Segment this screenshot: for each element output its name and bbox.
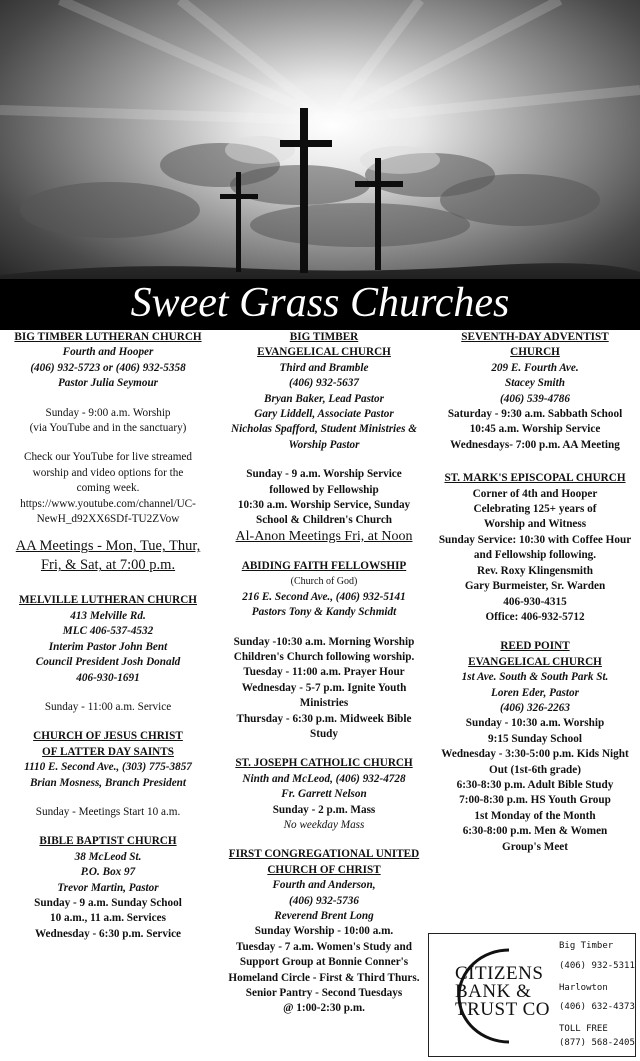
service-time: 10:45 a.m. Worship Service	[469, 423, 601, 436]
service-time: School & Children's Church	[255, 514, 393, 527]
evangelical-listing	[218, 330, 430, 529]
church-pastor: Pastor Julia Seymour	[57, 377, 159, 390]
city-label: Harlowton	[559, 983, 608, 994]
service-time: Homeland Circle - First & Third Thurs.	[228, 971, 420, 984]
church-phone: (406) 932-5736	[289, 894, 359, 907]
service-note: No weekday Mass	[283, 818, 365, 831]
church-name: OF LATTER DAY SAINTS	[42, 745, 174, 758]
church-address: 413 Melville Rd.	[70, 609, 146, 622]
bank-name-line: BANK &	[455, 981, 532, 1002]
church-phone: (406) 326-2263	[500, 701, 570, 714]
service-time: Ministries	[299, 697, 349, 710]
church-warden: Gary Burmeister, Sr. Warden	[464, 580, 606, 593]
church-info: Worship and Witness	[483, 518, 587, 531]
church-pastor: Bryan Baker, Lead Pastor	[264, 392, 384, 405]
church-name: FIRST CONGREGATIONAL UNITED	[228, 848, 420, 861]
service-time: Sunday - 10:30 a.m. Worship	[465, 717, 605, 730]
service-time: Wednesday - 5-7 p.m. Ignite Youth	[241, 681, 407, 694]
church-name: REED POINT	[500, 640, 570, 653]
bank-contacts	[559, 940, 635, 1049]
church-address: Ninth and McLeod, (406) 932-4728	[242, 772, 406, 785]
service-time: Saturday - 9:30 a.m. Sabbath School	[447, 408, 623, 421]
church-name: BIBLE BAPTIST CHURCH	[39, 835, 177, 848]
church-name: SEVENTH-DAY ADVENTIST	[461, 331, 609, 343]
service-time: Study	[310, 727, 338, 740]
melville-listing	[2, 593, 214, 715]
service-time: Children's Church following worship.	[233, 650, 415, 663]
phone-number: (406) 632-4373	[559, 1001, 635, 1012]
service-time: Sunday - 9 a.m. Worship Service	[246, 468, 402, 481]
service-time: Tuesday - 11:00 a.m. Prayer Hour	[243, 666, 405, 679]
church-name: EVANGELICAL CHURCH	[257, 346, 391, 359]
bank-name-line: TRUST CO	[455, 999, 550, 1020]
church-phone: (406) 539-4786	[500, 392, 570, 405]
church-info: Celebrating 125+ years of	[473, 503, 597, 516]
church-name: EVANGELICAL CHURCH	[468, 655, 602, 668]
church-subtitle: (Church of God)	[290, 576, 358, 588]
youtube-note: coming week.	[76, 482, 140, 495]
branch-president: Brian Mosness, Branch President	[29, 776, 187, 789]
service-time: Sunday - 9:00 a.m. Worship	[45, 406, 171, 419]
church-contact: Stacey Smith	[505, 377, 565, 390]
service-time: 9:15 Sunday School	[488, 732, 582, 745]
church-pastor: Fr. Garrett Nelson	[281, 788, 367, 801]
church-pastor: Trevor Martin, Pastor	[57, 881, 159, 894]
tollfree-label: TOLL FREE	[559, 1023, 608, 1034]
service-time: Wednesday - 3:30-5:00 p.m. Kids Night	[441, 748, 629, 761]
church-info: Corner of 4th and Hooper	[472, 487, 598, 500]
church-pastor: Reverend Brent Long	[274, 910, 374, 922]
crosses-illustration	[0, 0, 640, 330]
banner	[0, 0, 640, 330]
youtube-url[interactable]: NewH_d92XX6SDf-TU2ZVow	[36, 513, 180, 526]
church-address: 216 E. Second Ave., (406) 932-5141	[242, 590, 406, 603]
aa-line: AA Meetings - Mon, Tue, Thur,	[15, 538, 201, 555]
church-phone: (406) 932-5637	[289, 377, 359, 390]
service-time: Sunday - 9 a.m. Sunday School	[34, 896, 182, 909]
bank-name-line: CITIZENS	[455, 963, 544, 984]
council-president: Council President Josh Donald	[35, 656, 181, 669]
youtube-note: Check our YouTube for live streamed	[23, 451, 192, 464]
church-address: Fourth and Hooper	[62, 346, 154, 359]
service-time: Group's Meet	[502, 840, 568, 853]
aa-line: Fri, & Sat, at 7:00 p.m.	[40, 557, 176, 574]
church-name: BIG TIMBER	[289, 331, 359, 343]
church-name: CHURCH OF JESUS CHRIST	[33, 730, 183, 743]
church-name: ST. JOSEPH CATHOLIC CHURCH	[235, 757, 413, 770]
church-phone: MLC 406-537-4532	[62, 625, 154, 638]
church-name: ST. MARK'S EPISCOPAL CHURCH	[444, 472, 626, 485]
church-name: BIG TIMBER LUTHERAN CHURCH	[14, 331, 202, 343]
po-box: P.O. Box 97	[80, 866, 136, 879]
church-pastor: Gary Liddell, Associate Pastor	[254, 408, 394, 421]
youtube-url[interactable]: https://www.youtube.com/channel/UC-	[20, 497, 196, 510]
congregational-listing	[218, 847, 430, 1016]
church-name: MELVILLE LUTHERAN CHURCH	[19, 594, 197, 607]
phone-number: (406) 932-5311	[559, 961, 635, 972]
church-address: 1st Ave. South & South Park St.	[461, 671, 609, 684]
service-time: Sunday - 11:00 a.m. Service	[44, 700, 172, 713]
service-time: 6:30-8:00 p.m. Men & Women	[462, 825, 608, 838]
service-time: Sunday -10:30 a.m. Morning Worship	[233, 635, 415, 648]
church-name: CHURCH	[510, 346, 560, 359]
service-time: 10 a.m., 11 a.m. Services	[50, 912, 166, 925]
city-label: Big Timber	[559, 941, 614, 951]
church-pastor: Pastors Tony & Kandy Schmidt	[251, 606, 397, 619]
st-joseph-listing	[218, 756, 430, 833]
church-name: CHURCH OF CHRIST	[267, 863, 381, 876]
column-right	[432, 330, 638, 855]
column-left	[2, 330, 214, 942]
service-time: 10:30 a.m. Worship Service, Sunday	[237, 499, 411, 512]
column-middle	[218, 330, 430, 1017]
church-phone: 406-930-4315	[503, 595, 567, 608]
church-phone: (406) 932-5723 or (406) 932-5358	[30, 361, 186, 374]
church-pastor: Nicholas Spafford, Student Ministries &	[231, 423, 417, 436]
citizens-bank-ad	[428, 933, 636, 1057]
church-pastor: Rev. Roxy Klingensmith	[477, 564, 593, 577]
abiding-faith-listing	[218, 559, 430, 742]
st-marks-listing	[432, 471, 638, 625]
church-phone: Office: 406-932-5712	[485, 610, 585, 623]
service-time: Tuesday - 7 a.m. Women's Study and	[236, 940, 412, 953]
banner-title: Sweet Grass Churches	[130, 280, 510, 326]
service-time: Support Group at Bonnie Conner's	[239, 956, 409, 969]
lds-listing	[2, 729, 214, 820]
service-time: Sunday Service: 10:30 with Coffee Hour	[438, 533, 632, 546]
youtube-note: worship and video options for the	[32, 466, 184, 479]
baptist-listing	[2, 834, 214, 942]
church-name: ABIDING FAITH FELLOWSHIP	[241, 559, 407, 572]
service-time: Wednesday - 6:30 p.m. Service	[34, 927, 182, 940]
alanon-notice: Al-Anon Meetings Fri, at Noon	[235, 528, 413, 544]
service-time: 7:00-8:30 p.m. HS Youth Group	[459, 794, 611, 807]
service-time: and Fellowship following.	[473, 549, 597, 562]
adventist-listing	[432, 330, 638, 453]
service-time: Wednesdays- 7:00 p.m. AA Meeting	[450, 438, 620, 451]
aa-meetings-notice	[2, 537, 214, 575]
church-address: 1110 E. Second Ave., (303) 775-3857	[24, 761, 192, 774]
lutheran-listing	[2, 330, 214, 527]
phone-number: (877) 568-2405	[559, 1038, 635, 1049]
service-time: Out (1st-6th grade)	[489, 763, 581, 776]
service-time: Sunday Worship - 10:00 a.m.	[254, 925, 394, 938]
service-note: (via YouTube and in the sanctuary)	[29, 422, 187, 435]
church-address: 38 McLeod St.	[74, 850, 142, 863]
church-address: 209 E. Fourth Ave.	[491, 361, 579, 374]
service-time: 6:30-8:30 p.m. Adult Bible Study	[456, 778, 614, 791]
church-address: Fourth and Anderson,	[272, 879, 376, 892]
church-address: Third and Bramble	[279, 361, 369, 374]
church-phone: 406-930-1691	[76, 671, 140, 684]
service-time: followed by Fellowship	[269, 483, 379, 496]
service-time: @ 1:00-2:30 p.m.	[283, 1002, 365, 1015]
service-time: Thursday - 6:30 p.m. Midweek Bible	[236, 712, 412, 725]
service-time: Senior Pantry - Second Tuesdays	[245, 987, 403, 1000]
service-time: Sunday - 2 p.m. Mass	[272, 803, 376, 816]
church-pastor: Worship Pastor	[288, 438, 360, 451]
church-pastor: Loren Eder, Pastor	[491, 686, 579, 699]
service-time: Sunday - Meetings Start 10 a.m.	[35, 805, 181, 818]
reed-point-listing	[432, 639, 638, 855]
service-time: 1st Monday of the Month	[474, 809, 596, 822]
church-pastor: Interim Pastor John Bent	[48, 640, 168, 653]
